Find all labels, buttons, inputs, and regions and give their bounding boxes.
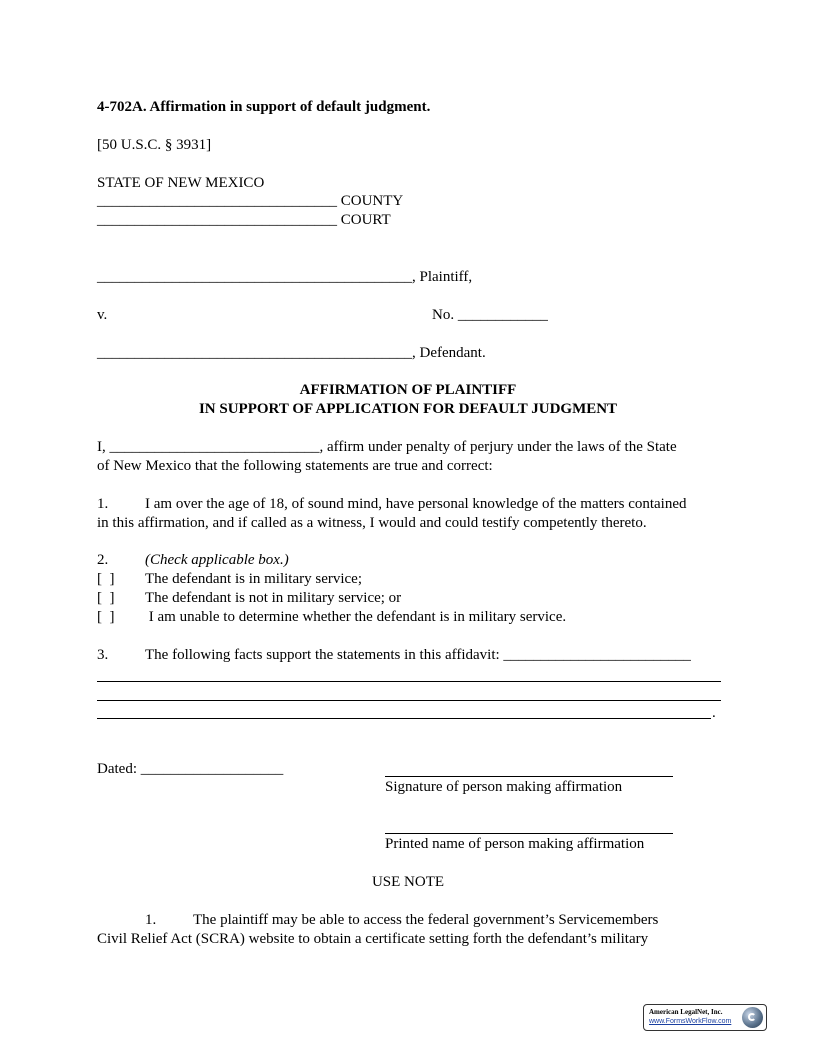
item2-instruction: (Check applicable box.) — [145, 552, 289, 568]
use-note-heading: USE NOTE — [371, 874, 445, 890]
item3-number: 3. — [97, 647, 109, 663]
case-number-line: No. ____________ — [432, 307, 548, 323]
checkbox-military[interactable]: [ ] — [97, 571, 115, 587]
use-note-number: 1. — [145, 912, 157, 928]
intro-line2: of New Mexico that the following statements are true and correct: — [97, 458, 493, 474]
defendant-line: __________________________________________, Defendant. — [97, 345, 486, 361]
use-note-line2: Civil Relief Act (SCRA) website to obtain a certificate setting forth the defendant’s military — [97, 931, 649, 947]
document-title-line2: IN SUPPORT OF APPLICATION FOR DEFAULT JUDGMENT — [198, 401, 618, 417]
option-unable-label: I am unable to determine whether the defendant is in military service. — [145, 609, 567, 625]
footer-logo[interactable] — [643, 1004, 767, 1031]
item1-number: 1. — [97, 496, 109, 512]
option-not-military-label: The defendant is not in military service; or — [145, 590, 402, 606]
facts-end-period: . — [712, 705, 716, 721]
statute-citation: [50 U.S.C. § 3931] — [97, 137, 212, 153]
logo-url-link[interactable]: www.FormsWorkFlow.com — [649, 1018, 732, 1025]
checkbox-not-military[interactable]: [ ] — [97, 590, 115, 606]
printed-name-line[interactable] — [385, 833, 673, 834]
dated-line: Dated: ___________________ — [97, 761, 284, 777]
form-heading: 4-702A. Affirmation in support of default judgment. — [97, 99, 431, 115]
option-in-military-label: The defendant is in military service; — [145, 571, 363, 587]
globe-icon — [742, 1007, 763, 1028]
signature-line[interactable] — [385, 776, 673, 777]
logo-company-name: American LegalNet, Inc. — [649, 1008, 723, 1016]
use-note-line1: The plaintiff may be able to access the federal government’s Servicemembers — [193, 912, 659, 928]
item1-line1: I am over the age of 18, of sound mind, have personal knowledge of the matters contained — [145, 496, 687, 512]
court-line: ________________________________ COURT — [97, 212, 391, 228]
document-title-line1: AFFIRMATION OF PLAINTIFF — [299, 382, 517, 398]
plaintiff-line: __________________________________________, Plaintiff, — [97, 269, 473, 285]
intro-line1: I, ____________________________, affirm under penalty of perjury under the laws of the State — [97, 439, 677, 455]
item3-text: The following facts support the statements in this affidavit: _________________________ — [145, 647, 691, 663]
facts-line-2[interactable] — [97, 700, 721, 701]
county-line: ________________________________ COUNTY — [97, 193, 404, 209]
facts-line-1[interactable] — [97, 681, 721, 682]
checkbox-unable-to-determine[interactable]: [ ] — [97, 609, 115, 625]
state-label: STATE OF NEW MEXICO — [97, 175, 265, 191]
signature-label: Signature of person making affirmation — [385, 779, 623, 795]
printed-name-label: Printed name of person making affirmation — [385, 836, 645, 852]
item1-line2: in this affirmation, and if called as a witness, I would and could testify competently thereto. — [97, 515, 647, 531]
versus-label: v. — [97, 307, 108, 323]
facts-line-3[interactable] — [97, 718, 711, 719]
item2-number: 2. — [97, 552, 109, 568]
